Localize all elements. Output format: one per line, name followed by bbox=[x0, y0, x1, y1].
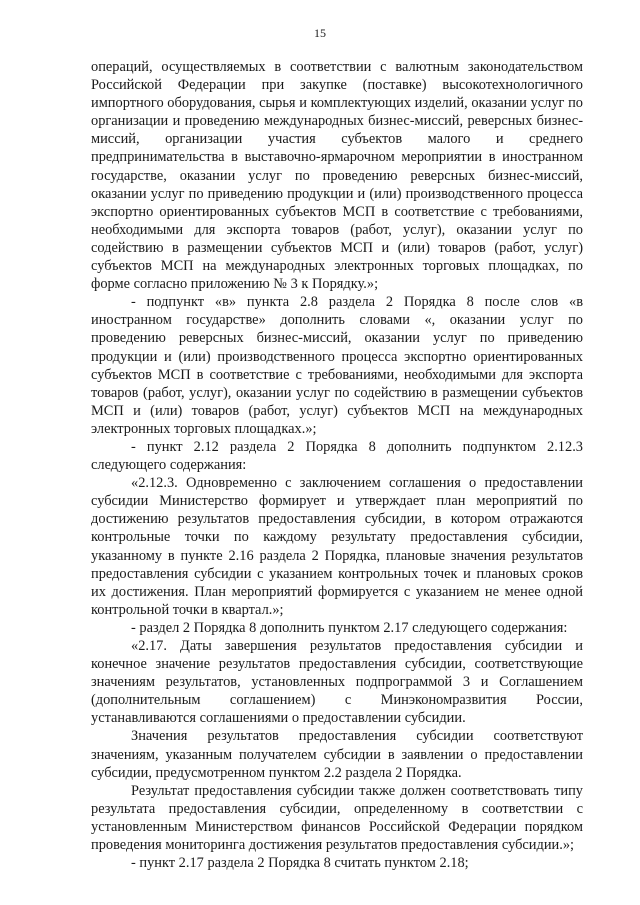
paragraph-2-12-3: «2.12.3. Одновременно с заключением соглашения о предоставлении субсидии Министерство формирует и утверждает план мероприятий по достижению результатов предоставления субсидии, в котором отражаются контрольные точки по каждому результату предоставления субсидии, указанному в пункте 2.16 раздела 2 Порядка, плановые значения результатов предоставления субсидии с указанием контрольных точек и плановых сроков их достижения. План мероприятий формируется с указанием не менее одной контрольной точки в квартал.»; bbox=[91, 475, 583, 618]
paragraph-renumber-2-18: - пункт 2.17 раздела 2 Порядка 8 считать пунктом 2.18; bbox=[131, 855, 469, 872]
document-body bbox=[91, 58, 583, 872]
page-number: 15 bbox=[314, 26, 326, 40]
paragraph-amendment-2-8: - подпункт «в» пункта 2.8 раздела 2 Порядка 8 после слов «в иностранном государстве» дополнить словами «, оказании услуг по проведению реверсных бизнес-миссий, оказании услуг по приведению продукции и (или) производственного процесса экспортно ориентированных субъектов МСП в соответствие с требованиями, необходимыми для экспорта товаров (работ, услуг), оказании услуг по содействию в размещении субъектов МСП и (или) товаров (работ, услуг) субъектов МСП на международных электронных торговых площадках.»; bbox=[91, 294, 583, 437]
paragraph-2-17: «2.17. Даты завершения результатов предоставления субсидии и конечное значение результатов предоставления субсидии, соответствующие значениям результатов, установленных подпрограммой 3 и Соглашением (дополнительным соглашением) с Минэкономразвития России, устанавливаются соглашениями о предоставлении субсидии. bbox=[91, 638, 583, 727]
paragraph-amendment-2-12: - пункт 2.12 раздела 2 Порядка 8 дополнить подпунктом 2.12.3 следующего содержания: bbox=[91, 438, 583, 474]
paragraph-result-values: Значения результатов предоставления субсидии соответствуют значениям, указанным получателем субсидии в заявлении о предоставлении субсидии, предусмотренном пунктом 2.2 раздела 2 Порядка. bbox=[91, 728, 583, 781]
paragraph-amendment-2-17: - раздел 2 Порядка 8 дополнить пунктом 2.17 следующего содержания: bbox=[131, 619, 568, 636]
paragraph-result-type: Результат предоставления субсидии также должен соответствовать типу результата предоставления субсидии, определенному в соответствии с установленным Министерством финансов Российской Федерации порядком проведения мониторинга достижения результатов предоставления субсидии.»; bbox=[91, 782, 583, 854]
paragraph-continuation: операций, осуществляемых в соответствии с валютным законодательством Российской Федерации при закупке (поставке) высокотехнологичного импортного оборудования, сырья и комплектующих изделий, оказании услуг по организации и проведению международных бизнес-миссий, реверсных бизнес-миссий, организации участия субъектов малого и среднего предпринимательства в выставочно-ярмарочном мероприятии в иностранном государстве, оказании услуг по проведению реверсных бизнес-миссий, оказании услуг по приведению продукции и (или) производственного процесса экспортно ориентированных субъектов МСП в соответствие с требованиями, необходимыми для экспорта товаров (работ, услуг), оказании услуг по содействию в размещении субъектов МСП и (или) товаров (работ, услуг) субъектов МСП на международных электронных торговых площадках, по форме согласно приложению № 3 к Порядку.»; bbox=[91, 59, 583, 293]
